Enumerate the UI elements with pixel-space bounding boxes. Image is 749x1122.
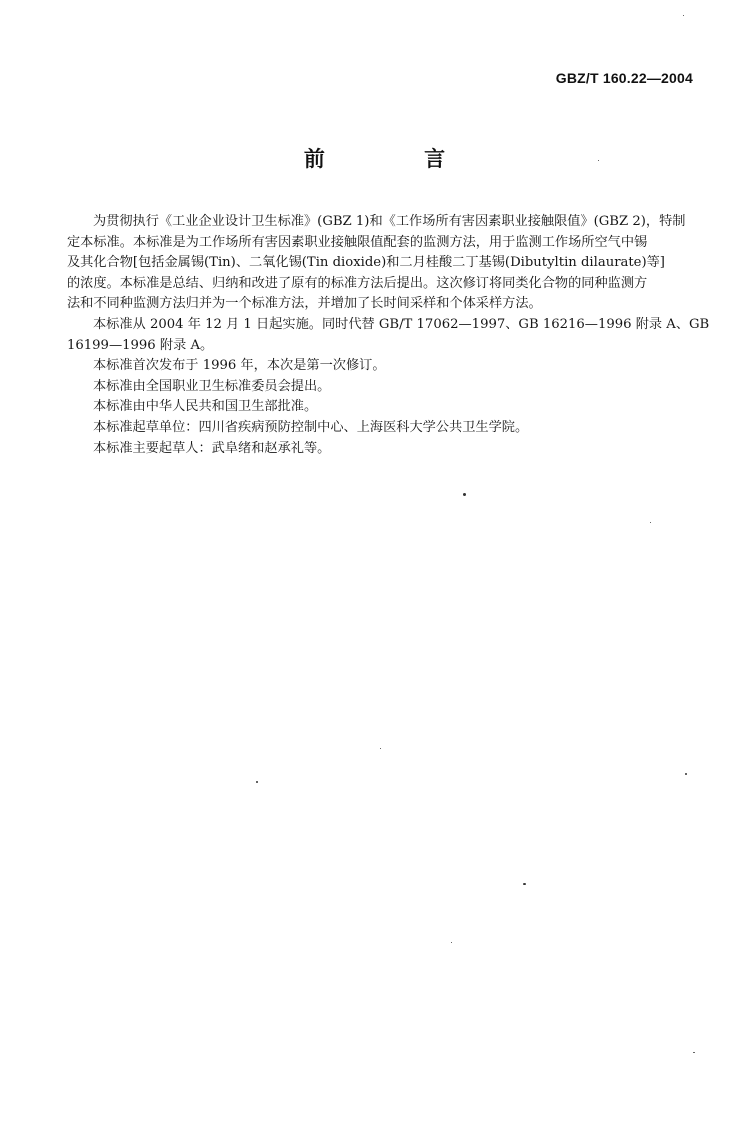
paragraph-line: 及其化合物[包括金属锡(Tin)、二氧化锡(Tin dioxide)和二月桂酸二丁基锡(Dibutyltin dilaurate)等]	[67, 255, 665, 271]
scan-speck	[650, 522, 651, 523]
scan-speck	[256, 781, 258, 783]
scan-speck	[523, 883, 526, 885]
paragraph-line: 定本标准。本标准是为工作场所有害因素职业接触限值配套的监测方法，用于监测工作场所空气中锡	[67, 234, 648, 250]
paragraph-line: 法和不同种监测方法归并为一个标准方法，并增加了长时间采样和个体采样方法。	[67, 296, 542, 312]
page-title: 前 言	[303, 147, 492, 171]
body-text	[67, 212, 710, 459]
scan-speck	[451, 942, 452, 943]
paragraph-line: 的浓度。本标准是总结、归纳和改进了原有的标准方法后提出。这次修订将同类化合物的同种监测方	[67, 275, 648, 291]
paragraph-effective-date	[67, 315, 710, 356]
scan-speck	[693, 1052, 695, 1053]
scan-speck	[683, 15, 684, 16]
scan-speck	[598, 160, 599, 161]
scan-speck	[685, 773, 687, 775]
paragraph-drafters: 本标准主要起草人：武阜绪和赵承礼等。	[93, 440, 331, 456]
paragraph-purpose	[67, 212, 694, 315]
paragraph-line: 为贯彻执行《工业企业设计卫生标准》(GBZ 1)和《工作场所有害因素职业接触限值》(GBZ 2)，特制	[93, 214, 686, 229]
scan-speck	[380, 748, 381, 749]
document-code: GBZ/T 160.22—2004	[555, 70, 693, 86]
paragraph-line: 16199—1996 附录 A。	[67, 337, 214, 353]
paragraph-approved-by: 本标准由中华人民共和国卫生部批准。	[93, 399, 318, 415]
paragraph-line: 本标准从 2004 年 12 月 1 日起实施。同时代替 GB/T 17062—1997、GB 16216—1996 附录 A、GB	[93, 316, 710, 332]
paragraph-proposed-by: 本标准由全国职业卫生标准委员会提出。	[93, 378, 331, 394]
scan-speck	[463, 493, 466, 496]
paragraph-drafting-units: 本标准起草单位：四川省疾病预防控制中心、上海医科大学公共卫生学院。	[93, 419, 529, 435]
paragraph-first-release: 本标准首次发布于 1996 年，本次是第一次修订。	[93, 358, 386, 374]
